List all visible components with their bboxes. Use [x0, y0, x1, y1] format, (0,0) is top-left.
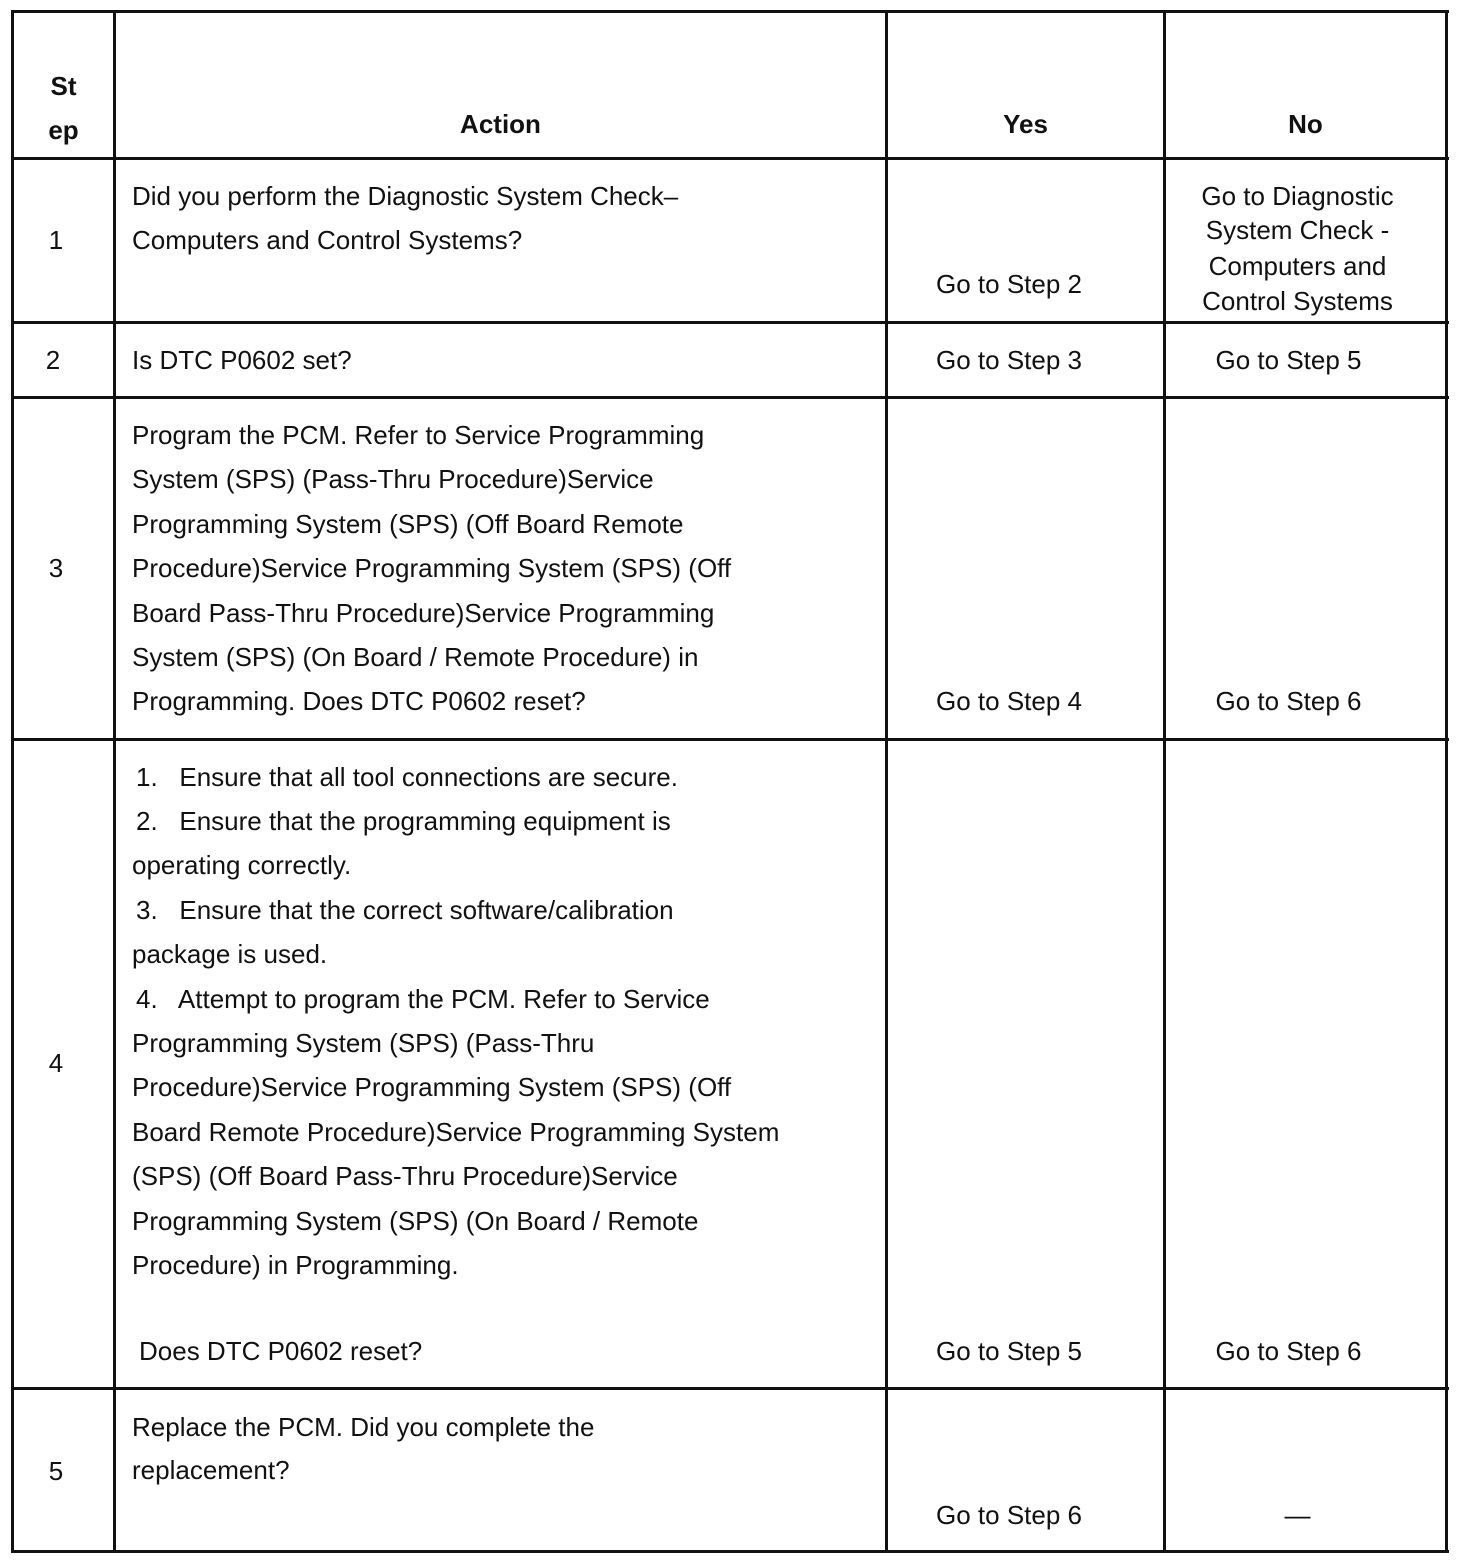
- row-divider: [11, 1387, 1449, 1390]
- yes-cell: Go to Step 4: [936, 686, 1082, 716]
- action-line: Procedure) in Programming.: [132, 1250, 459, 1280]
- row-divider: [11, 396, 1449, 399]
- header-step: [14, 64, 113, 152]
- table-border-bottom: [11, 1550, 1449, 1553]
- yes-cell: Go to Step 3: [936, 345, 1082, 375]
- no-cell-line: System Check -: [1205, 215, 1390, 245]
- action-line: replacement?: [132, 1455, 290, 1485]
- action-line: System (SPS) (On Board / Remote Procedure) in: [132, 642, 699, 672]
- step-number: 5: [48, 1456, 64, 1486]
- yes-cell: Go to Step 2: [936, 269, 1082, 299]
- action-line: 3. Ensure that the correct software/calibration: [136, 895, 674, 925]
- header-no: No: [1288, 109, 1323, 139]
- step-number: 3: [48, 553, 64, 583]
- no-cell: Go to Step 5: [1215, 345, 1362, 375]
- row-divider: [11, 321, 1449, 324]
- row-divider: [11, 738, 1449, 741]
- action-line: Did you perform the Diagnostic System Check–: [132, 181, 679, 211]
- header-yes: Yes: [1003, 109, 1048, 139]
- yes-cell: Go to Step 6: [936, 1500, 1082, 1530]
- yes-cell: Go to Step 5: [936, 1336, 1082, 1366]
- action-line: Procedure)Service Programming System (SPS) (Off: [132, 553, 732, 583]
- no-cell: Go to Step 6: [1215, 1336, 1362, 1366]
- header-step-line2: ep: [48, 115, 79, 145]
- table-border-top: [11, 10, 1449, 13]
- action-line: Procedure)Service Programming System (SPS) (Off: [132, 1072, 732, 1102]
- no-cell-line: Go to Diagnostic: [1201, 181, 1394, 211]
- action-line: Is DTC P0602 set?: [132, 345, 352, 375]
- action-line: Computers and Control Systems?: [132, 225, 523, 255]
- action-line: (SPS) (Off Board Pass-Thru Procedure)Service: [132, 1161, 678, 1191]
- action-line: Programming System (SPS) (Pass-Thru: [132, 1028, 595, 1058]
- no-cell-line: Control Systems: [1202, 286, 1393, 316]
- action-line: Does DTC P0602 reset?: [139, 1336, 423, 1366]
- step-number: 4: [48, 1048, 64, 1078]
- action-line: package is used.: [132, 939, 328, 969]
- no-cell: —: [1284, 1500, 1311, 1530]
- header-divider: [11, 157, 1449, 160]
- action-line: Programming. Does DTC P0602 reset?: [132, 686, 586, 716]
- action-line: System (SPS) (Pass-Thru Procedure)Service: [132, 464, 654, 494]
- action-line: 1. Ensure that all tool connections are secure.: [136, 762, 678, 792]
- action-line: Program the PCM. Refer to Service Programming: [132, 420, 705, 450]
- step-number: 1: [48, 225, 64, 255]
- step-number: 2: [45, 345, 61, 375]
- header-action: Action: [460, 109, 541, 139]
- header-step-line1: St: [50, 71, 77, 101]
- no-cell-line: Computers and: [1208, 251, 1387, 281]
- action-line: Programming System (SPS) (On Board / Remote: [132, 1206, 699, 1236]
- action-line: 4. Attempt to program the PCM. Refer to Service: [136, 984, 710, 1014]
- column-divider: [885, 10, 888, 1553]
- action-line: Board Pass-Thru Procedure)Service Programming: [132, 598, 715, 628]
- action-line: Programming System (SPS) (Off Board Remote: [132, 509, 684, 539]
- action-line: Replace the PCM. Did you complete the: [132, 1412, 595, 1442]
- no-cell: Go to Step 6: [1215, 686, 1362, 716]
- action-line: 2. Ensure that the programming equipment is: [136, 806, 671, 836]
- table-border-right: [1445, 10, 1448, 1553]
- action-line: operating correctly.: [132, 850, 352, 880]
- column-divider: [113, 10, 116, 1553]
- action-line: Board Remote Procedure)Service Programming System: [132, 1117, 780, 1147]
